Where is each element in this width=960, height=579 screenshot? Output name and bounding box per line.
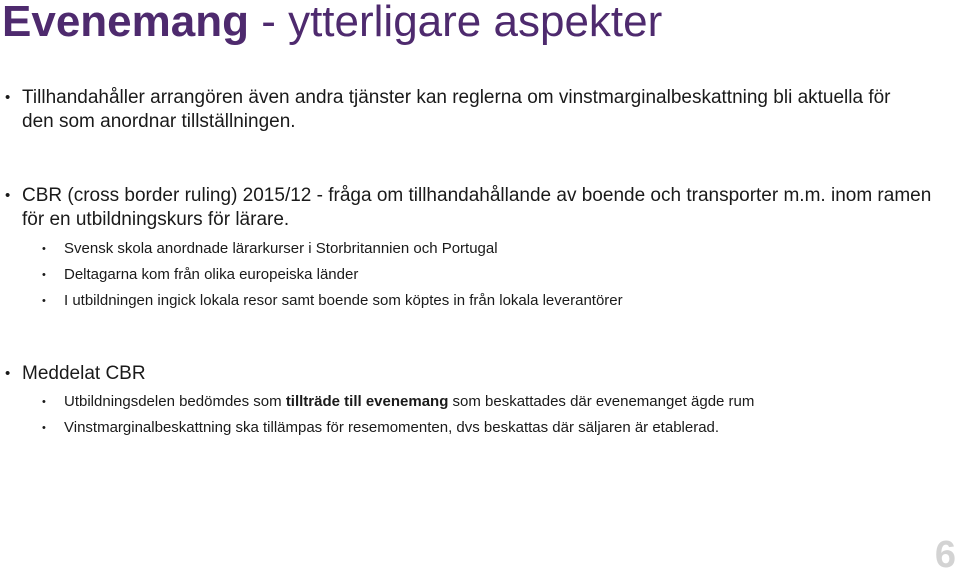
slide-title [2, 0, 662, 50]
sub-bullet-text: Deltagarna kom från olika europeiska länder [64, 266, 359, 283]
bullet-item [5, 184, 932, 232]
sub-bullet-item [42, 264, 359, 286]
sub-bullet-text-after: som beskattades där evenemanget ägde rum [448, 393, 755, 410]
slide-title-subtitle: - ytterligare aspekter [248, 0, 663, 46]
bullet-item [5, 86, 922, 134]
bullet-text: Tillhandahåller arrangören även andra tjänster kan reglerna om vinstmarginalbeskattning bli aktuella för den som anordnar tillställningen. [22, 87, 891, 132]
sub-bullet-text: Vinstmarginalbeskattning ska tillämpas för resemomenten, dvs beskattas där säljaren är etablerad. [64, 419, 720, 436]
sub-bullet-dot-icon: • [42, 243, 46, 255]
sub-bullet-text: Svensk skola anordnade lärarkurser i Storbritannien och Portugal [64, 240, 498, 257]
sub-bullet-dot-icon: • [42, 295, 46, 307]
sub-bullet-item [42, 391, 755, 413]
bullet-item [5, 362, 922, 386]
bullet-dot-icon: • [5, 365, 11, 382]
bullet-text: Meddelat CBR [22, 363, 146, 384]
bullet-text: CBR (cross border ruling) 2015/12 - fråga om tillhandahållande av boende och transporter m.m. inom ramen för en utbildningskurs för lärare. [22, 185, 932, 230]
sub-bullet-dot-icon: • [42, 269, 46, 281]
sub-bullet-text: I utbildningen ingick lokala resor samt boende som köptes in från lokala leverantörer [64, 292, 623, 309]
sub-bullet-text-bold: tillträde till evenemang [285, 393, 449, 410]
page-number: 6 [934, 534, 956, 576]
sub-bullet-item [42, 290, 623, 312]
sub-bullet-dot-icon: • [42, 422, 46, 434]
sub-bullet-item [42, 238, 498, 260]
sub-bullet-dot-icon: • [42, 396, 46, 408]
slide-title-main: Evenemang [2, 0, 249, 46]
bullet-dot-icon: • [5, 187, 11, 204]
sub-bullet-item [42, 417, 720, 439]
bullet-dot-icon: • [5, 89, 11, 106]
sub-bullet-text-before: Utbildningsdelen bedömdes som [64, 393, 286, 410]
